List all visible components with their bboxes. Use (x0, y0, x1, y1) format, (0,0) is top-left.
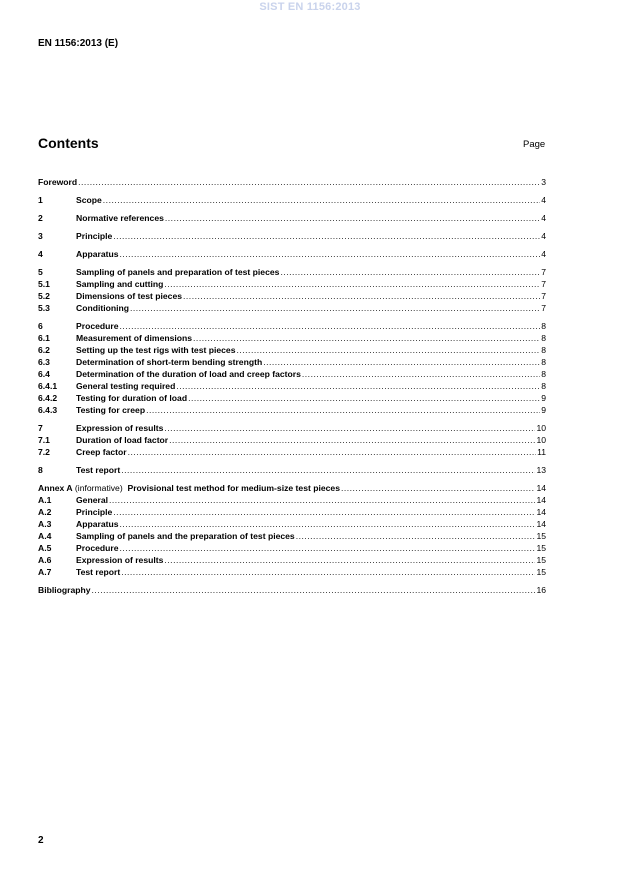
dot-leader (92, 584, 536, 596)
dot-leader (103, 194, 540, 206)
toc-entry[interactable] (38, 518, 546, 530)
dot-leader (341, 482, 535, 494)
toc-entry-number: A.1 (38, 495, 52, 505)
toc-entry-number: A.2 (38, 507, 52, 517)
toc-entry-title (76, 230, 112, 242)
toc-entry[interactable] (38, 464, 546, 476)
toc-entry[interactable] (38, 446, 546, 458)
toc-entry-page: 8 (541, 321, 546, 331)
toc-entry-number: 4 (38, 249, 43, 259)
dot-leader (121, 464, 535, 476)
toc-entry[interactable] (38, 248, 546, 260)
toc-entry[interactable] (38, 404, 546, 416)
toc-entry-number: 7.2 (38, 447, 50, 457)
toc-entry-title (76, 194, 102, 206)
toc-entry-title-text: Determination of the duration of load and creep factors (76, 369, 301, 379)
watermark: SIST EN 1156:2013 (259, 1, 361, 13)
toc-entry-title-text: Testing for creep (76, 405, 146, 415)
toc-entry-title (76, 530, 295, 542)
toc-entry-page: 7 (541, 279, 546, 289)
dot-leader (164, 278, 540, 290)
toc-entry-title-text: Testing for duration of load (76, 393, 188, 403)
toc-entry-title-text: Foreword (38, 177, 78, 187)
toc-entry-page: 8 (541, 333, 546, 343)
toc-entry-title-text: Annex A (38, 483, 73, 493)
toc-entry[interactable] (38, 302, 546, 314)
toc-entry[interactable] (38, 344, 546, 356)
toc-entry-title-text: Apparatus (76, 249, 119, 259)
toc-entry-title (76, 422, 163, 434)
toc-entry-title-text: Measurement of dimensions (76, 333, 193, 343)
toc-entry-title (76, 290, 182, 302)
toc-entry-number: 3 (38, 231, 43, 241)
toc-entry[interactable] (38, 332, 546, 344)
toc-entry-page: 11 (537, 447, 546, 457)
toc-entry-title-text: Setting up the test rigs with test pieces (76, 345, 236, 355)
toc-entry-title-text: Test report (76, 567, 121, 577)
toc-entry-title (76, 344, 236, 356)
toc-entry-title-text: Test report (76, 465, 121, 475)
toc-entry-title-text: Bibliography (38, 585, 91, 595)
toc-entry-title (76, 356, 262, 368)
dot-leader (121, 566, 535, 578)
toc-entry-page: 4 (541, 249, 546, 259)
dot-leader (164, 554, 535, 566)
dot-leader (280, 266, 540, 278)
toc-entry-title (76, 494, 108, 506)
toc-entry-number: 5.1 (38, 279, 50, 289)
dot-leader (113, 506, 535, 518)
page-number: 2 (38, 835, 44, 846)
toc-entry-page: 3 (541, 177, 546, 187)
toc-entry-number: 6.4 (38, 369, 50, 379)
toc-entry-number: 5.3 (38, 303, 50, 313)
toc-entry-title (76, 320, 119, 332)
toc-entry-page: 9 (541, 405, 546, 415)
toc-entry-title-text: Normative references (76, 213, 164, 223)
toc-entry-number: 8 (38, 465, 43, 475)
toc-entry-number: 1 (38, 195, 43, 205)
toc-entry-page: 14 (536, 507, 546, 517)
dot-leader (130, 302, 540, 314)
toc-entry[interactable] (38, 434, 546, 446)
toc-entry-title-text: Principle (76, 507, 113, 517)
toc-entry-title (76, 554, 163, 566)
toc-entry[interactable] (38, 212, 546, 224)
toc-entry[interactable] (38, 290, 546, 302)
dot-leader (109, 494, 535, 506)
toc-entry-number: 5.2 (38, 291, 50, 301)
toc-entry[interactable] (38, 320, 546, 332)
toc-entry-page: 4 (541, 213, 546, 223)
toc-entry[interactable] (38, 482, 546, 494)
toc-entry-title-text: Expression of results (76, 555, 164, 565)
toc-entry-page: 14 (536, 519, 546, 529)
toc-entry-number: 7.1 (38, 435, 50, 445)
toc-entry-page: 16 (536, 585, 546, 595)
toc-entry-page: 7 (541, 303, 546, 313)
toc-entry-page: 10 (536, 423, 546, 433)
toc-entry-page: 14 (536, 495, 546, 505)
toc-entry-title-text: Conditioning (76, 303, 129, 313)
toc-entry-number: 6.3 (38, 357, 50, 367)
dot-leader (78, 176, 540, 188)
dot-leader (183, 290, 540, 302)
toc-entry-page: 4 (541, 231, 546, 241)
toc-entry-page: 8 (541, 357, 546, 367)
toc-entry-title-text: Procedure (76, 543, 119, 553)
toc-entry-number: 6.2 (38, 345, 50, 355)
dot-leader (128, 446, 536, 458)
dot-leader (164, 422, 535, 434)
toc-entry-annex-type: (informative) (72, 483, 126, 493)
dot-leader (263, 356, 540, 368)
toc-entry-title (76, 380, 175, 392)
toc-entry[interactable] (38, 194, 546, 206)
toc-entry-number: A.3 (38, 519, 52, 529)
toc-entry-title (38, 482, 340, 494)
toc-entry-number: 6 (38, 321, 43, 331)
toc-entry[interactable] (38, 266, 546, 278)
dot-leader (169, 434, 535, 446)
toc-entry-title-text: Sampling of panels and preparation of test pieces (76, 267, 280, 277)
toc-entry-title-text: General (76, 495, 109, 505)
toc-entry-title-text: Expression of results (76, 423, 164, 433)
toc-entry-title-text: Determination of short-term bending strength (76, 357, 263, 367)
toc-entry-page: 7 (541, 291, 546, 301)
toc-entry-title (76, 266, 279, 278)
toc-entry-number: A.4 (38, 531, 52, 541)
toc-entry-title-text: Principle (76, 231, 113, 241)
toc-entry[interactable] (38, 278, 546, 290)
table-of-contents (38, 176, 546, 596)
toc-entry-title (76, 332, 192, 344)
toc-entry-title-text: Scope (76, 195, 102, 205)
toc-entry-title (76, 248, 119, 260)
toc-entry-title-text: Duration of load factor (76, 435, 169, 445)
dot-leader (193, 332, 540, 344)
toc-entry-page: 9 (541, 393, 546, 403)
toc-entry-title (76, 464, 120, 476)
toc-entry-title (76, 368, 301, 380)
toc-entry-title (76, 392, 187, 404)
toc-entry-title (38, 584, 91, 596)
dot-leader (113, 230, 540, 242)
toc-entry-title (76, 542, 119, 554)
toc-entry[interactable] (38, 542, 546, 554)
toc-entry-title (76, 434, 168, 446)
toc-entry[interactable] (38, 176, 546, 188)
page-column-heading: Page (523, 139, 546, 150)
toc-entry-number: 6.4.1 (38, 381, 58, 391)
dot-leader (237, 344, 541, 356)
toc-entry-title (76, 404, 145, 416)
toc-entry-number: A.5 (38, 543, 52, 553)
toc-entry-page: 8 (541, 369, 546, 379)
dot-leader (176, 380, 540, 392)
toc-entry-annex-title: Provisional test method for medium-size test pieces (125, 483, 340, 493)
toc-entry-title-text: Sampling and cutting (76, 279, 164, 289)
dot-leader (188, 392, 540, 404)
toc-entry-page: 8 (541, 345, 546, 355)
dot-leader (302, 368, 540, 380)
toc-entry-title-text: Apparatus (76, 519, 119, 529)
toc-entry[interactable] (38, 566, 546, 578)
toc-entry[interactable] (38, 356, 546, 368)
document-id: EN 1156:2013 (E) (38, 38, 119, 49)
toc-entry-number: 6.4.2 (38, 393, 58, 403)
toc-entry-number: A.6 (38, 555, 52, 565)
toc-entry-title (76, 506, 112, 518)
toc-entry-number: 2 (38, 213, 43, 223)
dot-leader (296, 530, 536, 542)
dot-leader (146, 404, 540, 416)
toc-entry-page: 15 (536, 567, 546, 577)
toc-entry-page: 15 (536, 555, 546, 565)
toc-entry-page: 13 (536, 465, 546, 475)
toc-entry-title-text: General testing required (76, 381, 176, 391)
toc-entry-title-text: Dimensions of test pieces (76, 291, 183, 301)
toc-entry[interactable] (38, 584, 546, 596)
toc-entry-title-text: Creep factor (76, 447, 127, 457)
toc-entry-title (76, 278, 163, 290)
toc-entry-page: 7 (541, 267, 546, 277)
toc-entry-title (76, 212, 164, 224)
toc-entry-title-text: Sampling of panels and the preparation of test pieces (76, 531, 295, 541)
dot-leader (120, 320, 541, 332)
dot-leader (120, 248, 541, 260)
toc-entry-number: 7 (38, 423, 43, 433)
toc-entry-title (76, 302, 129, 314)
toc-entry-number: 5 (38, 267, 43, 277)
toc-entry-page: 15 (536, 531, 546, 541)
toc-entry-title (76, 566, 120, 578)
toc-entry[interactable] (38, 530, 546, 542)
toc-entry-title (38, 176, 77, 188)
toc-entry[interactable] (38, 392, 546, 404)
toc-entry-page: 10 (536, 435, 546, 445)
dot-leader (165, 212, 540, 224)
toc-entry-title (76, 446, 127, 458)
toc-entry[interactable] (38, 494, 546, 506)
toc-entry-page: 8 (541, 381, 546, 391)
dot-leader (120, 518, 536, 530)
toc-entry[interactable] (38, 368, 546, 380)
toc-entry[interactable] (38, 506, 546, 518)
toc-entry-number: A.7 (38, 567, 52, 577)
toc-entry-title-text: Procedure (76, 321, 119, 331)
toc-entry-page: 15 (536, 543, 546, 553)
toc-entry[interactable] (38, 422, 546, 434)
toc-entry-title (76, 518, 119, 530)
toc-entry[interactable] (38, 380, 546, 392)
toc-entry-page: 4 (541, 195, 546, 205)
toc-entry-number: 6.4.3 (38, 405, 58, 415)
toc-entry[interactable] (38, 554, 546, 566)
dot-leader (120, 542, 536, 554)
toc-entry-page: 14 (536, 483, 546, 493)
toc-entry[interactable] (38, 230, 546, 242)
toc-entry-number: 6.1 (38, 333, 50, 343)
contents-title: Contents (38, 135, 99, 151)
